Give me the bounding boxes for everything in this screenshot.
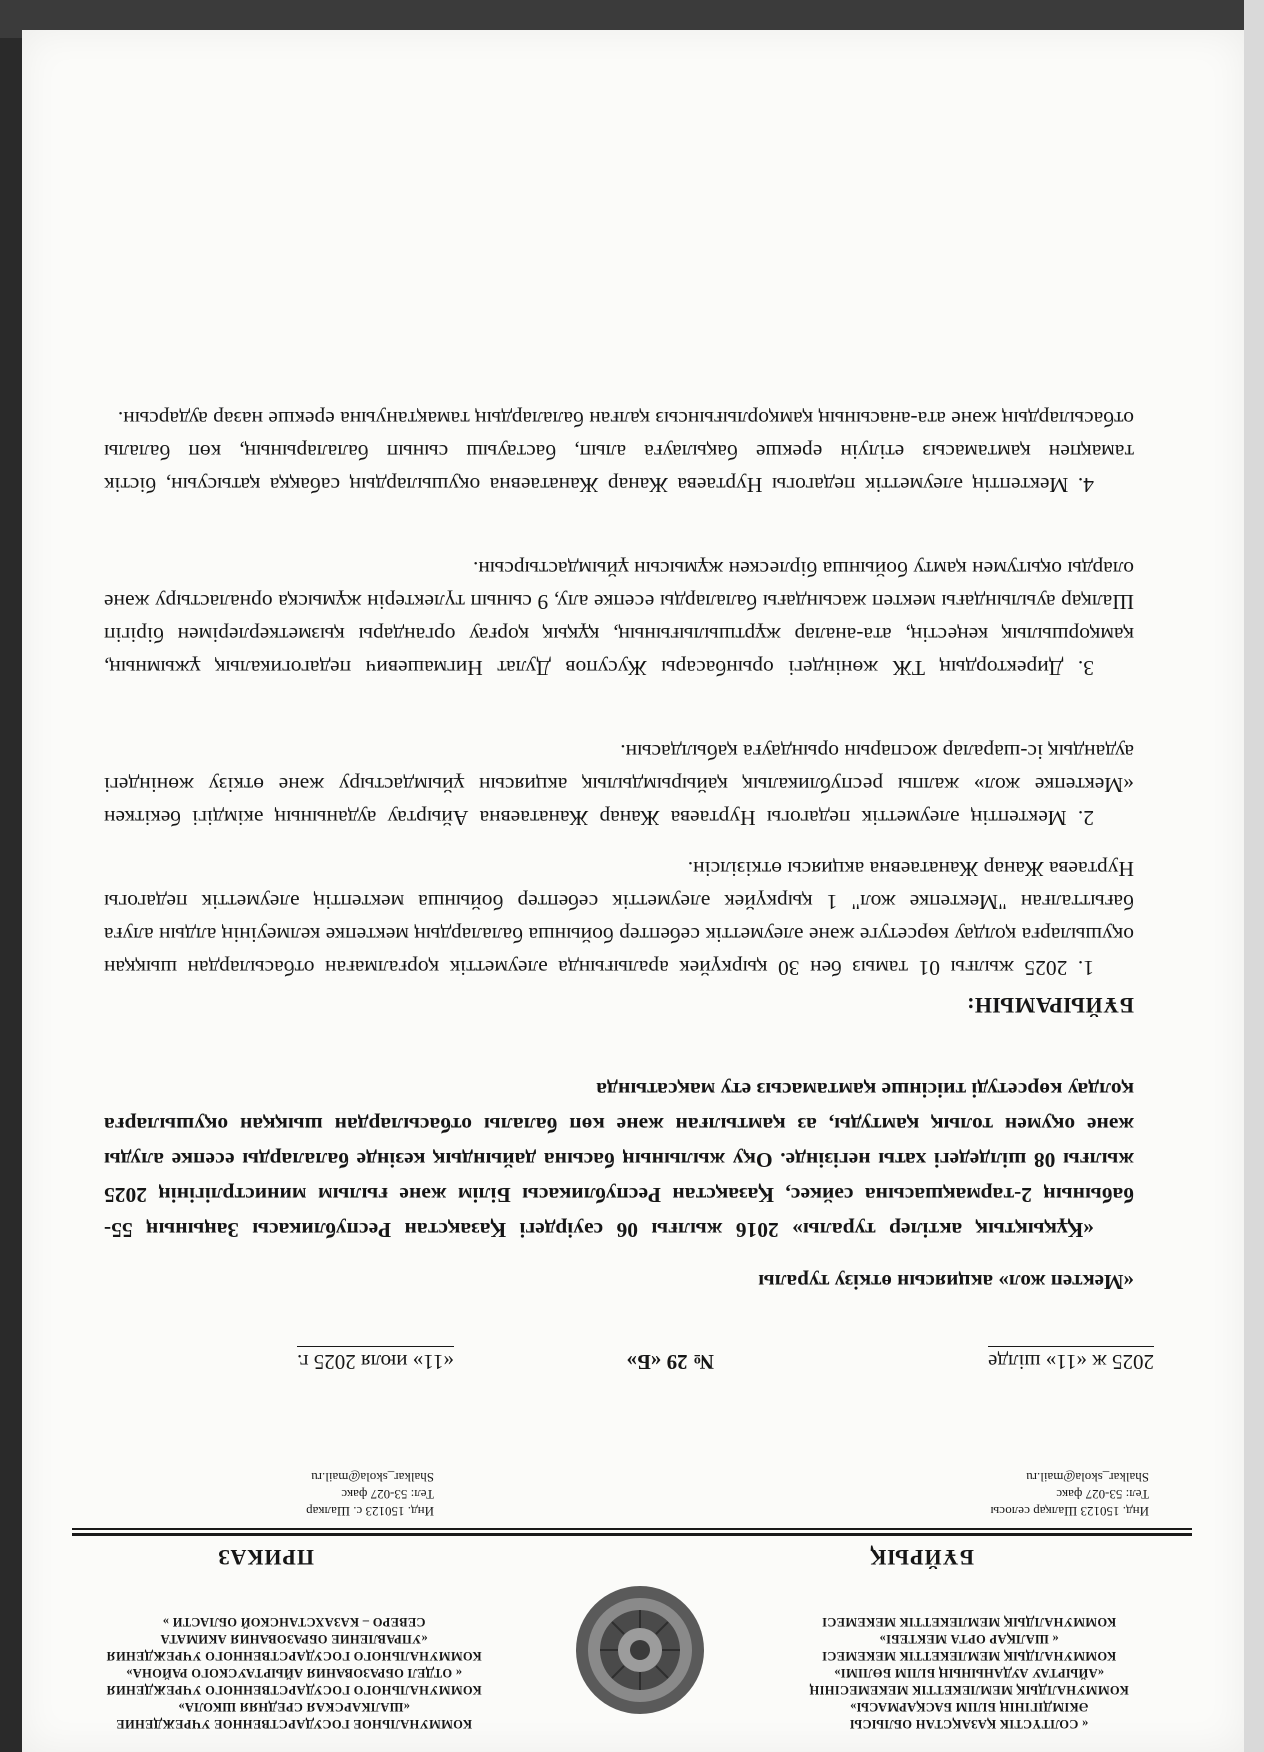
header-line: КОММУНАЛДЫҚ МЕМЛЕКЕТТІК МЕКЕМЕСІНІҢ	[809, 1683, 1129, 1697]
document-sheet	[22, 30, 1244, 1752]
header-divider	[72, 1533, 1192, 1536]
order-item-text: 3. Директордың ТЖ жөніндегі орынбасары Жусупов Дулат Нигмашевич педагогикалық ұжымның, қамқоршылық кеңестің, ата-аналар жұртшылығының, құқық қорғау органдары қызметкерлерімен бірігіп Шалқар ауылындағы мектеп жасындағы балаларды есепке алу, 9 сынып түлектерін жұмысқа орналастыру және оларды оқытумен қамту бойынша бірлескен жұмысын ұйымдастырсын.	[104, 557, 1134, 680]
order-item-text: 4. Мектептің әлеуметтік педагогы Нуртаева Жанар Жанатаевна оқушылардың сабаққа қатысуын, бістік тамақпен қамтамасыз етілуін ерекше бақылауға алып, бастауыш сынып балаларының, көп балалы отбасылардың және ата-анасының қамқорлығынсыз қалған балалардың тамақтануына ерекше назар аударсын.	[104, 407, 1134, 497]
date-ru: «11» июля 2025 г.	[297, 1346, 454, 1374]
header-line: КОММУНАЛЬНОЕ ГОСУДАРСТВЕННОЕ УЧРЕЖДЕНИЕ	[116, 1717, 472, 1731]
header-line: КОММУНАЛЬНОГО ГОСУДАРСТВЕННОГО УЧРЕЖДЕНИЯ	[106, 1683, 482, 1697]
header-line: КОММУНАЛДЫҚ МЕМЛЕКЕТТІК МЕКЕМЕСІ	[821, 1649, 1117, 1663]
header-line: ӘКІМДІГІНІҢ БІЛІМ БАСҚАРМАСЫ»	[849, 1700, 1089, 1714]
header-line: « СОЛТҮСТІК ҚАЗАҚСТАН ОБЛЫСЫ	[849, 1717, 1089, 1731]
header-line: СЕВЕРО – КАЗАХСТАНСКОЙ ОБЛАСТИ »	[162, 1615, 426, 1629]
header-line: « ШАЛҚАР ОРТА МЕКТЕБІ»	[879, 1632, 1059, 1646]
title-kz: БҰЙРЫҚ	[869, 1545, 974, 1570]
contact-email: Shalkar_skola@mail.ru	[1026, 1470, 1149, 1485]
title-ru: ПРИКАЗ	[217, 1545, 314, 1570]
order-item	[104, 402, 1134, 501]
order-item-text: 2. Мектептің әлеуметтік педагогы Нуртаева Жанар Жанатаевна Айыртау ауданының әкімдігі бекіткен «Мектепке жол» жалпы республикалық қайырымдылық акциясын ұйымдастыру және өткізу жөніндегі аудандық іс-шаралар жоспарын орындауға қабылдасын.	[104, 740, 1134, 830]
order-item	[104, 552, 1134, 684]
contact-address: Инд. 150123 Шалқар селосы	[990, 1504, 1149, 1519]
header-line: «УПРАВЛЕНИЕ ОБРАЗОВАНИЯ АКИМАТА	[160, 1632, 428, 1646]
order-item	[104, 735, 1134, 834]
rotated-document	[22, 30, 1244, 1752]
date-row	[22, 1344, 1244, 1374]
document-title: «Мектеп жол» акциясын өткізу туралы	[758, 1270, 1134, 1294]
date-kz: 2025 ж «11» шілде	[988, 1346, 1154, 1374]
header-divider-thin	[72, 1529, 1192, 1531]
contact-phone: Тел: 53-027 факс	[1056, 1487, 1149, 1502]
scan-edge-right	[1244, 0, 1264, 1752]
contact-email: Shalkar_skola@mail.ru	[311, 1470, 434, 1485]
order-item	[104, 852, 1134, 984]
contact-phone: Тел: 53-027 факс	[341, 1487, 434, 1502]
contact-kz	[990, 1469, 1149, 1520]
header-right-block	[74, 1613, 514, 1732]
preamble-text: «Құқықтық актілер туралы» 2016 жылғы 06 сәуірдегі Қазақстан Республикасы Заңының 55-бабының 2-тармақшасына сәйкес, Қазақстан Республикасы Білім және ғылым министрлігінің 2025 жылғы 08 шілдедегі хаты негізінде. Оқу жылының басына дайындық кезінде балаларды есепке алуды және оқумен толық қамтуды, аз қамтылған және көп балалы отбасылардан шыққан оқушыларға қолдау көрсетуді тиісінше қамтамасыз ету мақсатында	[104, 1078, 1134, 1242]
header-line: КОММУНАЛЬНОГО ГОСУДАРСТВЕННОГО УЧРЕЖДЕНИЯ	[106, 1649, 482, 1663]
header-line: « ОТДЕЛ ОБРАЗОВАНИЯ АЙЫРТАУСКОГО РАЙОНА»	[125, 1666, 463, 1680]
contact-ru	[306, 1469, 434, 1520]
header-line: «АЙЫРТАУ АУДАНЫНЫҢ БІЛІМ БӨЛІМІ»	[833, 1666, 1105, 1680]
state-emblem-icon	[572, 1582, 708, 1718]
header-left-block	[754, 1613, 1184, 1732]
decree-word: БҰЙЫРАМЫН:	[966, 993, 1134, 1018]
header-line: «ШАЛКАРСКАЯ СРЕДНЯЯ ШКОЛА»	[178, 1700, 410, 1714]
order-number: № 29 «Б»	[626, 1350, 714, 1374]
order-item-text: 1. 2025 жылғы 01 тамыз бен 30 қыркүйек аралығында әлеуметтік қорғалмаған отбасылардан шыққан оқушыларға қолдау көрсетуге және әлеуметтік себептер бойынша балалардың мектепке келмеуінің алдын алуға бағытталған "Мектепке жол" 1 қыркүйек әлеуметтік себептер бойынша мектептің әлеуметтік педагогы Нуртаева Жанар Жанатаевна акциясы өткізілсін.	[104, 857, 1134, 980]
preamble	[104, 1072, 1134, 1247]
header-line: КОММУНАЛДЫҚ МЕМЛЕКЕТТІК МЕКЕМЕСІ	[821, 1615, 1117, 1629]
contact-address: Инд. 150123 с. Шалкар	[306, 1504, 434, 1519]
